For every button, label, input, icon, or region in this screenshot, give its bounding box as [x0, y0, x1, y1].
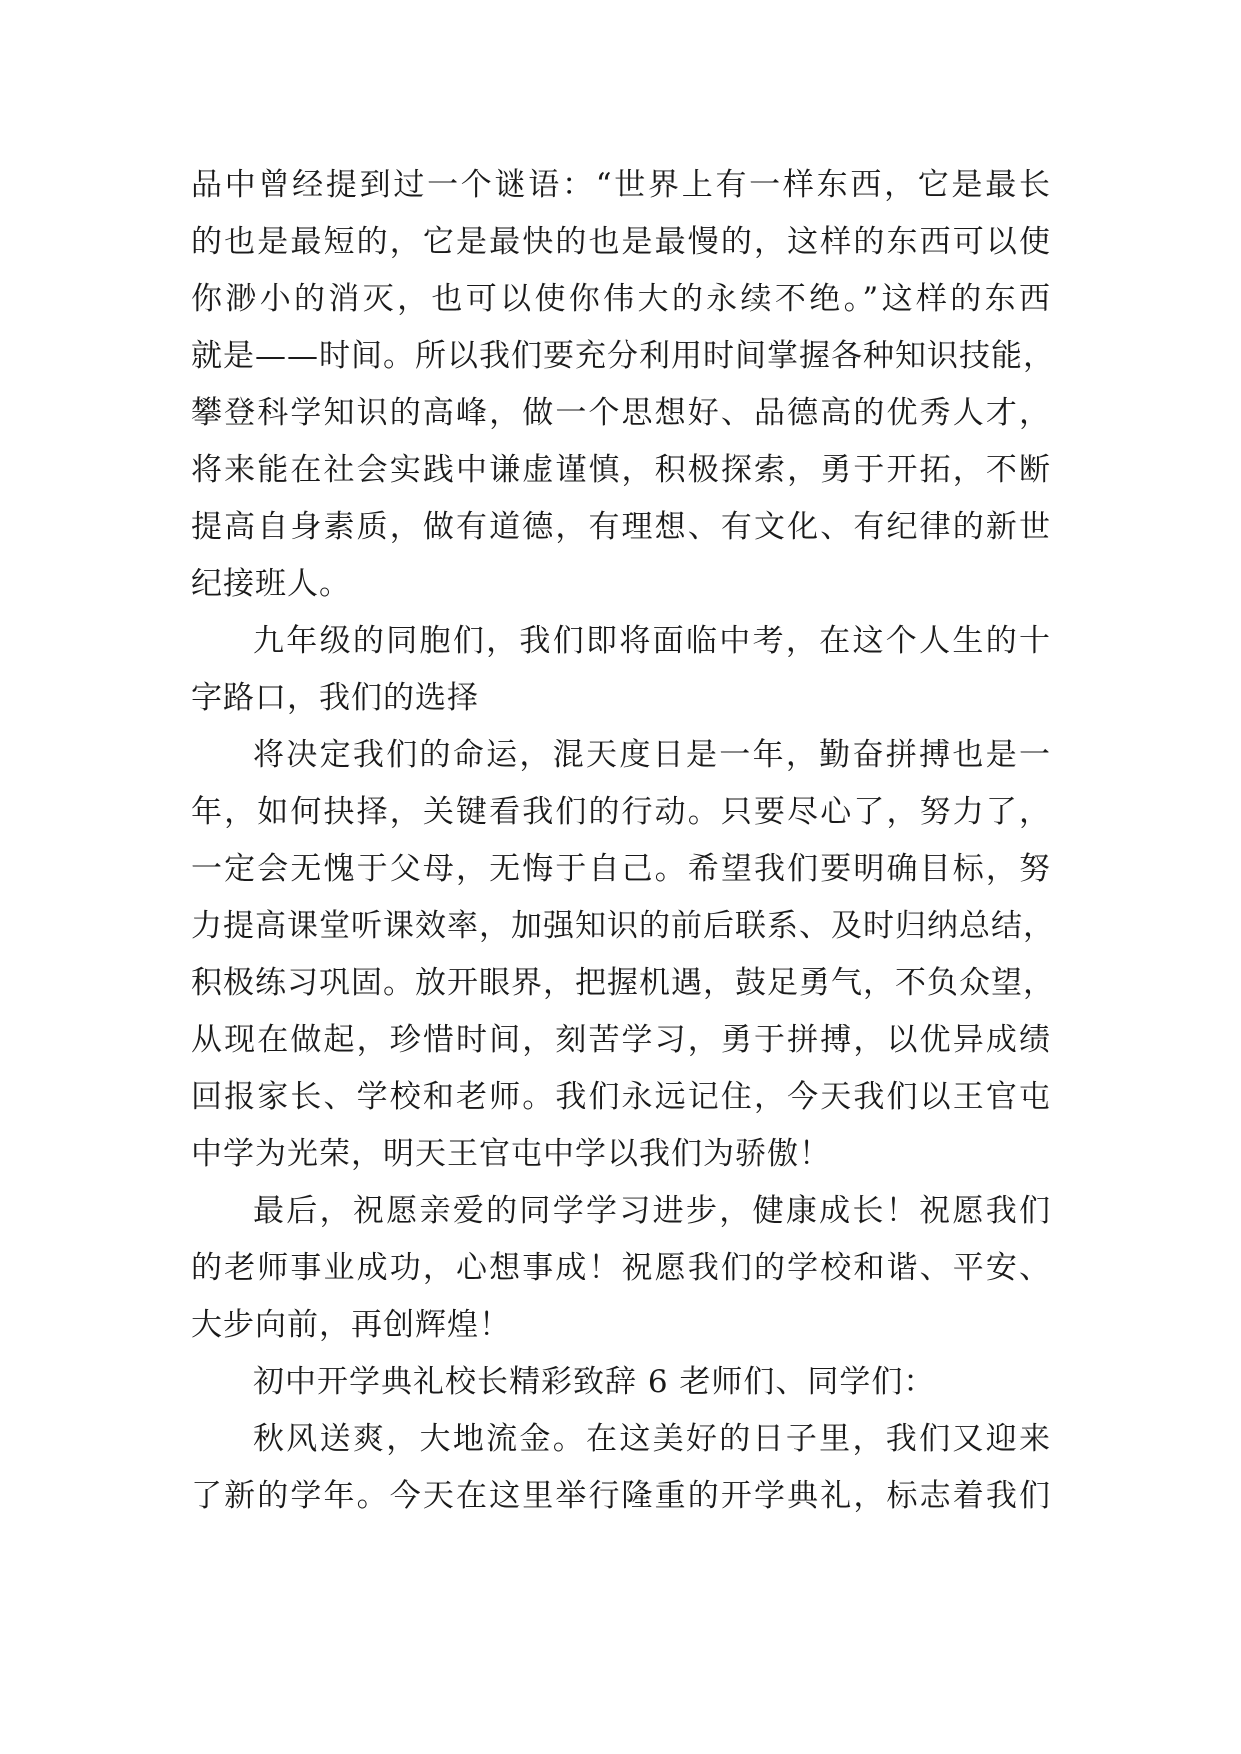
text-line: 字路口，我们的选择	[191, 680, 479, 716]
text-line: 回报家长、学校和老师。我们永远记住，今天我们以王官屯	[191, 1079, 1051, 1115]
text-line: 的老师事业成功，心想事成！祝愿我们的学校和谐、平安、	[191, 1250, 1051, 1286]
text-line: 就是——时间。所以我们要充分利用时间掌握各种知识技能，	[191, 338, 1055, 374]
text-line: 一定会无愧于父母，无悔于自己。希望我们要明确目标，努	[191, 851, 1051, 887]
text-line: 年，如何抉择，关键看我们的行动。只要尽心了，努力了，	[191, 794, 1051, 830]
text-line: 从现在做起，珍惜时间，刻苦学习，勇于拼搏，以优异成绩	[191, 1022, 1051, 1058]
section-heading-line: 初中开学典礼校长精彩致辞 6 老师们、同学们：	[253, 1364, 936, 1400]
text-line: 中学为光荣，明天王官屯中学以我们为骄傲！	[191, 1136, 831, 1172]
paragraph-first-line: 秋风送爽，大地流金。在这美好的日子里，我们又迎来	[253, 1421, 1051, 1457]
text-line: 纪接班人。	[191, 566, 351, 602]
paragraph-first-line: 九年级的同胞们，我们即将面临中考，在这个人生的十	[253, 623, 1051, 659]
text-line: 将来能在社会实践中谦虚谨慎，积极探索，勇于开拓，不断	[191, 452, 1051, 488]
text-line: 的也是最短的，它是最快的也是最慢的，这样的东西可以使	[191, 224, 1051, 260]
paragraph-first-line: 最后，祝愿亲爱的同学学习进步，健康成长！祝愿我们	[253, 1193, 1051, 1229]
text-line: 品中曾经提到过一个谜语：“世界上有一样东西，它是最长	[191, 167, 1051, 203]
text-line: 你渺小的消灭，也可以使你伟大的永续不绝。”这样的东西	[191, 281, 1051, 317]
text-line: 积极练习巩固。放开眼界，把握机遇，鼓足勇气，不负众望，	[191, 965, 1055, 1001]
text-line: 了新的学年。今天在这里举行隆重的开学典礼，标志着我们	[191, 1478, 1051, 1514]
paragraph-first-line: 将决定我们的命运，混天度日是一年，勤奋拼搏也是一	[253, 737, 1051, 773]
text-line: 力提高课堂听课效率，加强知识的前后联系、及时归纳总结，	[191, 908, 1055, 944]
text-line: 提高自身素质，做有道德，有理想、有文化、有纪律的新世	[191, 509, 1051, 545]
text-line: 大步向前，再创辉煌！	[191, 1307, 511, 1343]
text-line: 攀登科学知识的高峰，做一个思想好、品德高的优秀人才，	[191, 395, 1051, 431]
